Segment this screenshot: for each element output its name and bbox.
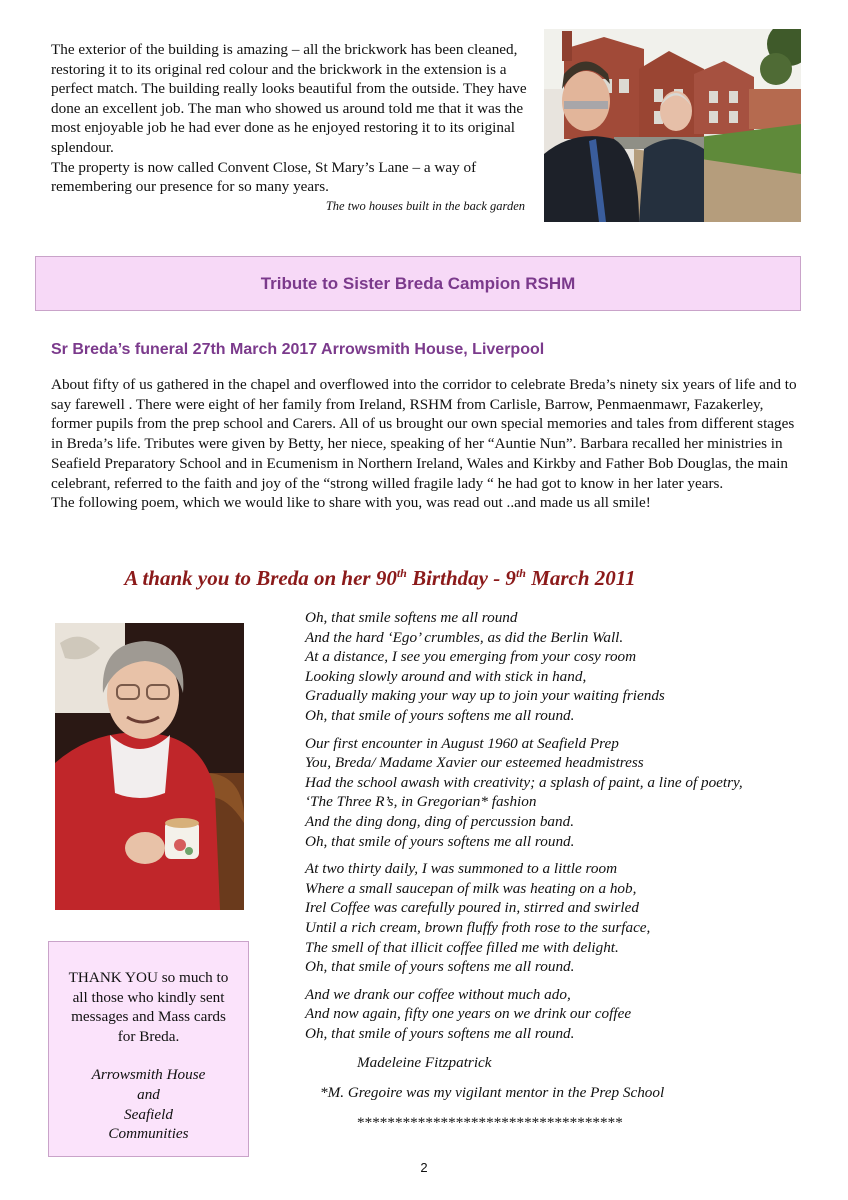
poem-author: Madeleine Fitzpatrick [357,1054,492,1072]
poem-footnote: *M. Gregoire was my vigilant mentor in the Prep School [320,1084,665,1102]
poem-stars-divider: *********************************** [357,1113,623,1131]
poem-line: Our first encounter in August 1960 at Seafield Prep [305,734,619,752]
breda-photo [55,623,244,910]
thank-you-box [48,941,249,1157]
poem-title-part-b: Birthday - 9 [406,566,516,590]
poem-line: And now again, fifty one years on we drink our coffee [305,1005,632,1023]
poem-line: And the ding dong, ding of percussion band. [305,812,574,830]
poem-line: Had the school awash with creativity; a splash of paint, a line of poetry, [305,773,743,791]
intro-text [51,40,536,197]
poem-line: Oh, that smile of yours softens me all round. [305,832,575,850]
poem-line: Where a small saucepan of milk was heating on a hob, [305,879,637,897]
tribute-banner [35,256,801,311]
poem-line: Oh, that smile of yours softens me all round. [305,706,575,724]
poem-stanza-3 [305,859,815,977]
poem-title-sup-2: th [515,566,526,580]
tribute-banner-title: Tribute to Sister Breda Campion RSHM [260,273,576,293]
photo-caption: The two houses built in the back garden [325,199,525,213]
poem-line: The smell of that illicit coffee filled me with delight. [305,938,619,956]
poem-line: You, Breda/ Madame Xavier our esteemed headmistress [305,754,644,772]
funeral-paragraph-1: About fifty of us gathered in the chapel and overflowed into the corridor to celebrate Breda’s ninety six years of life and to say farewell . There were eight of her family from Ireland, RSHM from Carlisle, Barrow, Penmaenmawr, Fazakerley, former pupils from the prep school and Carers. All of us brought our own special memories and tales from different stages in Breda’s life. Tributes were given by Betty, her niece, speaking of her “Auntie Nun”. Barbara recalled her ministries in Seafield Preparatory School and in Ecumenism in Northern Ireland, Wales and Kirkby and Father Bob Douglas, the main celebrant, referred to the faith and joy of the “strong willed fragile lady “ he had got to know in her later years. [51,376,797,492]
poem-line: Oh, that smile of yours softens me all round. [305,1024,575,1042]
poem-title-part-a: A thank you to Breda on her 90 [124,566,397,590]
poem-line: ‘The Three R’s, in Gregorian* fashion [305,793,537,811]
poem-line: Until a rich cream, brown fluffy froth rose to the surface, [305,918,651,936]
poem-line: And we drank our coffee without much ado, [305,985,571,1003]
poem-line: Irel Coffee was carefully poured in, stirred and swirled [305,899,639,917]
funeral-text [51,375,801,513]
poem-stanza-2 [305,734,815,852]
poem-line: And the hard ‘Ego’ crumbles, as did the Berlin Wall. [305,628,624,646]
signature-line-3: Seafield [124,1105,173,1123]
intro-paragraph-1: The exterior of the building is amazing – all the brickwork has been cleaned, restoring it to its original red colour and the brickwork in the extension is a perfect match. The building really looks beautiful from the outside. They have done an excellent job. The man who showed us around told me that it was the most enjoyable job he had ever done as he enjoyed restoring it to its original splendour. [51,41,527,156]
poem-stanza-4 [305,985,815,1044]
page-number: 2 [420,1160,428,1175]
poem-body [305,608,815,1132]
poem-line: Looking slowly around and with stick in hand, [305,667,587,685]
poem-line: At two thirty daily, I was summoned to a little room [305,860,618,878]
poem-title [0,566,760,591]
signature-line-1: Arrowsmith House [91,1066,206,1084]
poem-line: Gradually making your way up to join your waiting friends [305,687,665,705]
funeral-heading: Sr Breda’s funeral 27th March 2017 Arrowsmith House, Liverpool [51,341,545,358]
thank-you-signature [49,1065,248,1143]
houses-photo [544,29,801,222]
poem-title-part-c: March 2011 [525,566,636,590]
intro-paragraph-2: The property is now called Convent Close, St Mary’s Lane – a way of remembering our presence for so many years. [51,158,477,196]
poem-stanza-1 [305,608,815,726]
funeral-paragraph-2: The following poem, which we would like to share with you, was read out ..and made us all smile! [51,494,651,512]
thank-you-text: THANK YOU so much to all those who kindly sent messages and Mass cards for Breda. [68,969,229,1045]
signature-line-2: and [137,1085,160,1103]
signature-line-4: Communities [108,1125,189,1143]
poem-line: Oh, that smile of yours softens me all round. [305,958,575,976]
poem-line: Oh, that smile softens me all round [305,609,518,626]
poem-title-sup-1: th [396,566,407,580]
poem-line: At a distance, I see you emerging from your cosy room [305,648,637,666]
